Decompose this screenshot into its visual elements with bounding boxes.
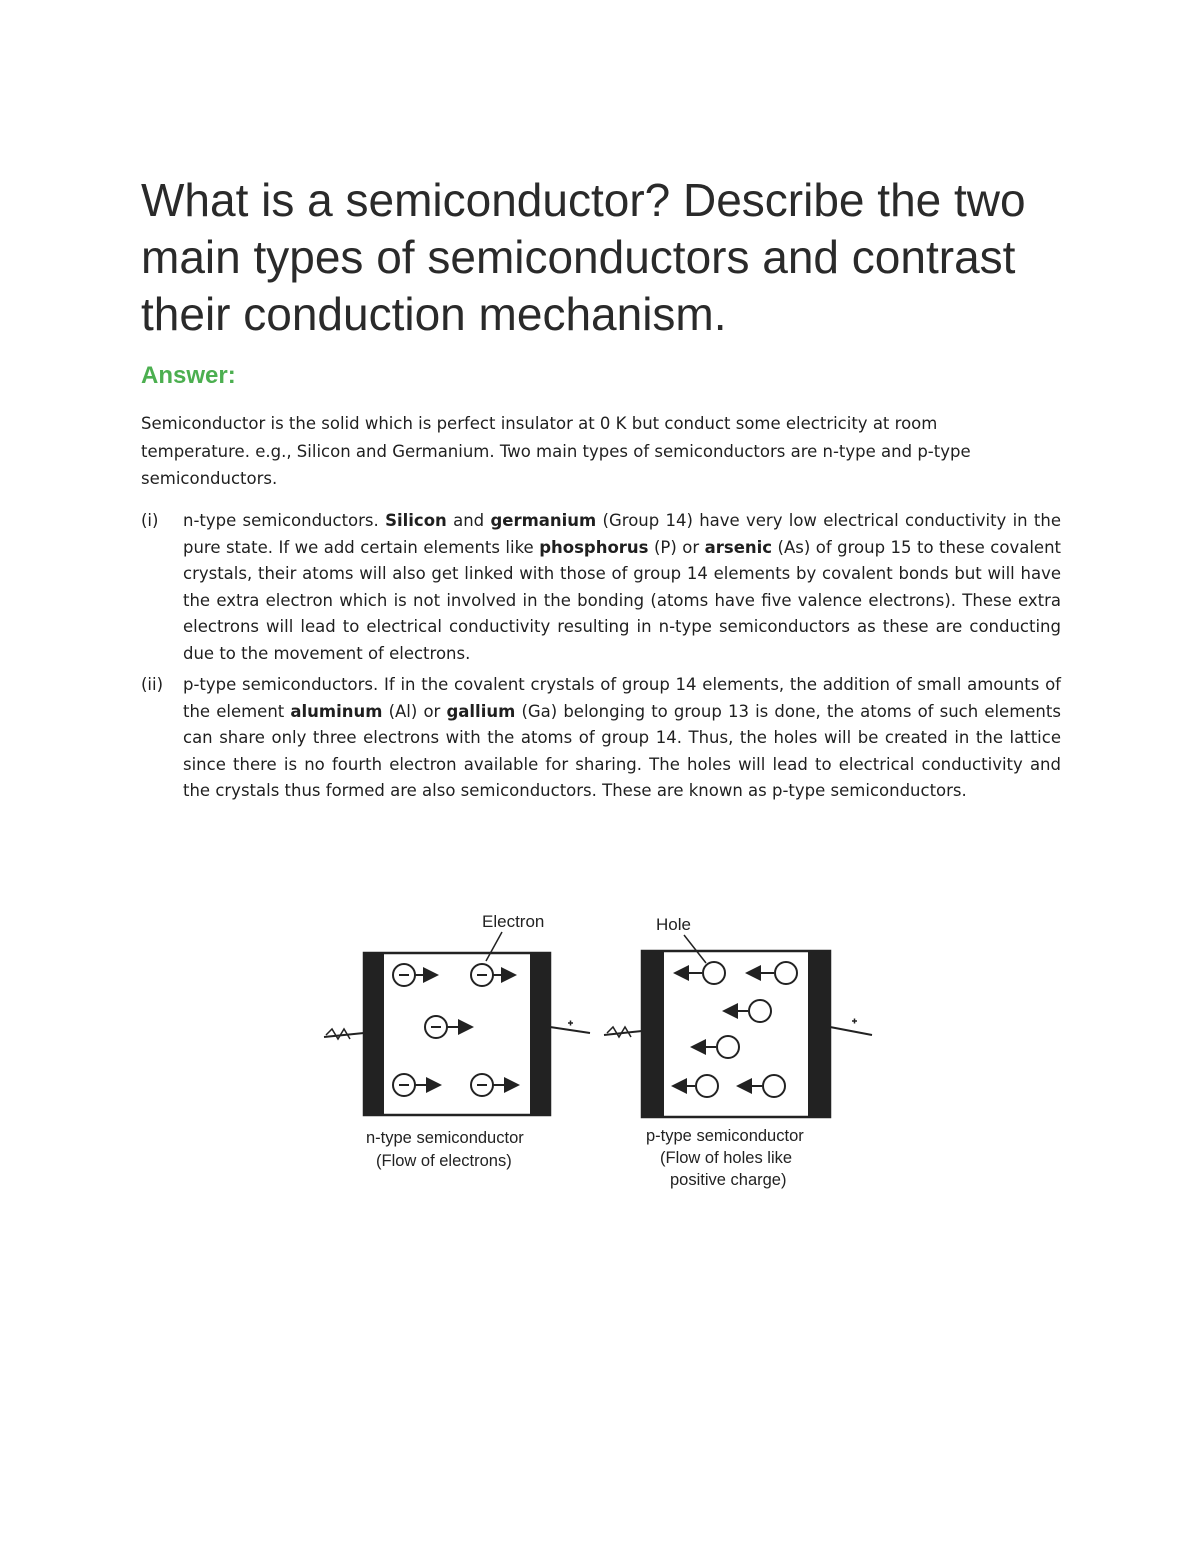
hole-particle [673, 1075, 718, 1097]
item-text: p-type semiconductors. If in the covalent crystals of group 14 elements, the addition of small amounts of the element aluminum (Al) or gallium (Ga) belonging to group 13 is done, the atoms of such elements can share only three electrons with the atoms of group 14. Thus, the holes will be created in the lattice since there is no fourth electron available for sharing. The holes will lead to electrical conductivity and the crystals thus formed are also semiconductors. These are known as p-type semiconductors. [183, 675, 1061, 801]
intro-paragraph: Semiconductor is the solid which is perfect insulator at 0 K but conduct some electricity at room temperature. e.g., Silicon and Germanium. Two main types of semiconductors are n-type and p-type semiconductors. [141, 414, 971, 488]
p-caption-line1: p-type semiconductor [646, 1127, 804, 1145]
answer-label: Answer: [141, 362, 236, 389]
question-heading: What is a semiconductor? Describe the two main types of semiconductors and contrast their conduction mechanism. [141, 174, 1026, 340]
hole-particle [692, 1036, 739, 1058]
item-number: (ii) [141, 675, 164, 694]
n-right-plate [530, 953, 550, 1115]
hole-particle [747, 962, 797, 984]
p-caption-line2: (Flow of holes like [660, 1149, 793, 1167]
p-positive-terminal [852, 1019, 857, 1024]
list-item-n-type [141, 508, 1061, 668]
n-negative-terminal [326, 1029, 350, 1039]
hole-particle [724, 1000, 771, 1022]
n-right-wire [550, 1027, 590, 1033]
list-item-p-type [141, 672, 1061, 805]
diagram-svg [322, 885, 882, 1205]
p-right-wire [830, 1027, 872, 1035]
p-type-box [642, 951, 830, 1117]
p-caption-line3: positive charge) [670, 1171, 787, 1189]
n-left-wire [324, 1033, 364, 1037]
n-type-box [364, 953, 550, 1115]
electron-particle [393, 964, 437, 986]
electron-particle [471, 964, 515, 986]
hole-pointer [684, 935, 706, 963]
hole-label: Hole [656, 915, 691, 934]
p-left-plate [642, 951, 664, 1117]
electron-label: Electron [482, 912, 545, 931]
electron-particle [425, 1016, 472, 1038]
semiconductor-diagram [322, 885, 882, 1205]
n-positive-terminal [568, 1021, 573, 1026]
item-text: n-type semiconductors. Silicon and germanium (Group 14) have very low electrical conductivity in the pure state. If we add certain elements like phosphorus (P) or arsenic (As) of group 15 to these covalent crystals, their atoms will also get linked with those of group 14 elements by covalent bonds but will have the extra electron which is not involved in the bonding (atoms have five valence electrons). These extra electrons will lead to electrical conductivity resulting in n-type semiconductors as these are conducting due to the movement of electrons. [183, 511, 1062, 663]
p-right-plate [808, 951, 830, 1117]
electron-pointer [486, 932, 502, 961]
n-caption-line1: n-type semiconductor [366, 1129, 524, 1147]
n-left-plate [364, 953, 384, 1115]
hole-particle [738, 1075, 785, 1097]
p-negative-terminal [607, 1027, 631, 1037]
electron-particle [471, 1074, 518, 1096]
electron-particle [393, 1074, 440, 1096]
n-caption-line2: (Flow of electrons) [376, 1152, 512, 1170]
item-number: (i) [141, 511, 159, 530]
hole-particle [675, 962, 725, 984]
